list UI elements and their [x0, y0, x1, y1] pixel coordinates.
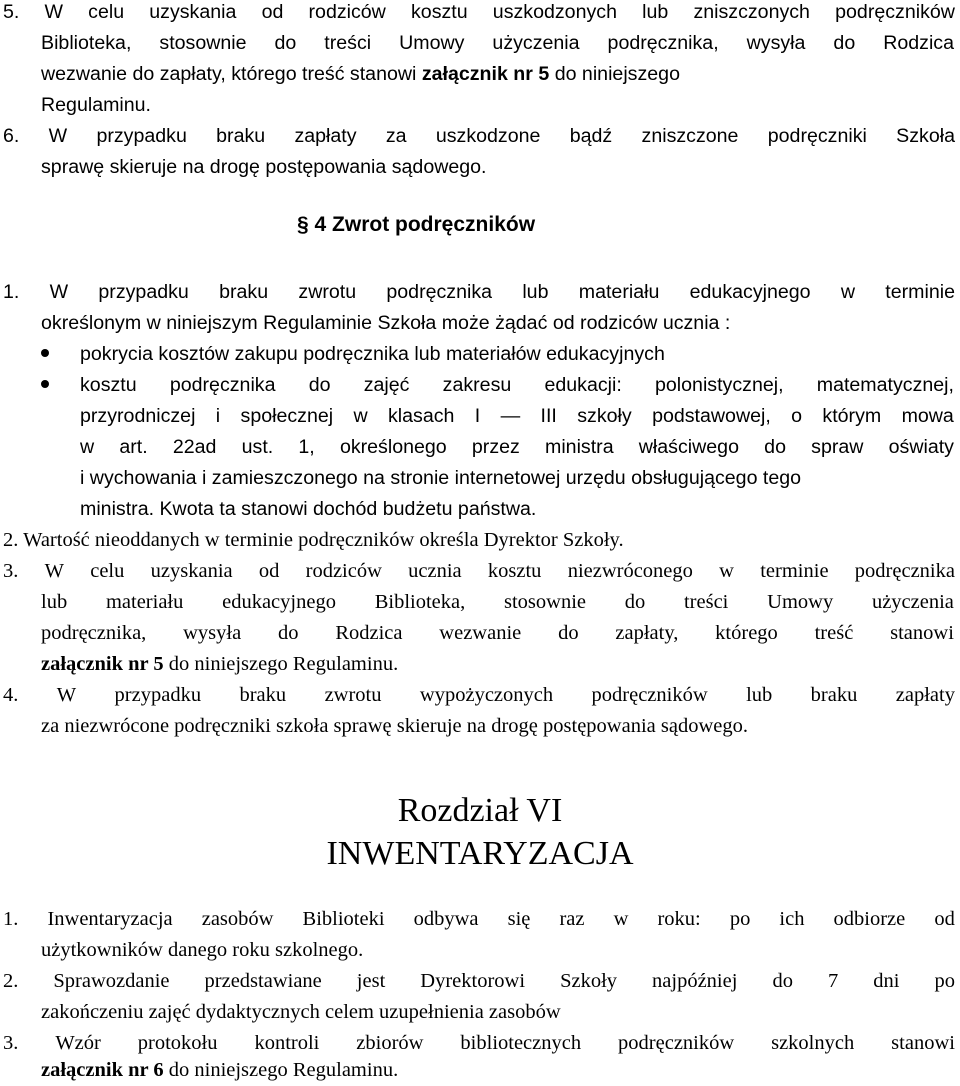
word: celu: [90, 560, 125, 582]
word: o: [791, 405, 803, 427]
word: zakresu: [442, 374, 512, 396]
chapter-title: Rozdział VI: [397, 792, 563, 829]
word: terminie: [885, 281, 955, 303]
word: zapłaty,: [615, 622, 679, 644]
word: braku: [239, 684, 287, 706]
word: 1,: [298, 436, 315, 458]
word: określonego: [339, 436, 447, 458]
word: przez: [471, 436, 520, 458]
word: —: [500, 405, 521, 427]
word: Wzór: [55, 1032, 101, 1054]
word: W: [44, 560, 64, 582]
word: do: [764, 436, 786, 458]
inventory-i3-line2: [41, 1058, 398, 1082]
word: 1.: [3, 908, 19, 930]
word: lub: [642, 1, 669, 23]
word: dni: [873, 970, 900, 992]
item5-line1: [3, 0, 955, 24]
inventory-i2-line2: zakończeniu zajęć dydaktycznych celem uzupełnienia zasobów: [41, 1001, 561, 1023]
word: klasach: [387, 405, 455, 427]
word: po: [729, 908, 751, 930]
word: kontroli: [254, 1032, 320, 1054]
word: uszkodzonych: [492, 1, 617, 23]
return-bullet2-line1: [80, 373, 954, 397]
word: uszkodzone: [435, 125, 541, 147]
return-p3-line4: [41, 652, 398, 676]
return-p3-line3: [41, 621, 954, 645]
section-4-heading: § 4 Zwrot podręczników: [297, 213, 536, 236]
item6-line2: sprawę skieruje na drogę postępowania sądowego.: [41, 156, 487, 178]
word: zbiorów: [356, 1032, 424, 1054]
return-bullet2-line3: [80, 435, 954, 459]
word: mowa: [901, 405, 954, 427]
word: w: [719, 560, 734, 582]
word: braku: [216, 125, 266, 147]
word: do: [308, 374, 331, 396]
word: od: [258, 560, 280, 582]
word: najpóźniej: [652, 970, 738, 992]
word: edukacyjnego: [689, 281, 811, 303]
return-bullet2-line5: ministra. Kwota ta stanowi dochód budżetu państwa.: [80, 498, 537, 520]
word: zwrotu: [298, 281, 357, 303]
word: do: [558, 622, 579, 644]
attachment-5-reference: załącznik nr 5: [421, 63, 550, 85]
word: do: [833, 32, 856, 54]
return-p3-line1: [3, 559, 955, 583]
word: do: [278, 622, 299, 644]
word: którego: [715, 622, 778, 644]
word: odbywa: [413, 908, 479, 930]
attachment-5-reference-2: załącznik nr 5: [41, 653, 164, 675]
word: od: [261, 1, 284, 23]
word: Umowy: [399, 32, 465, 54]
return-bullet2-line2: [80, 404, 954, 428]
word: lub: [746, 684, 773, 706]
word: 4.: [3, 684, 19, 706]
word: edukacji:: [544, 374, 622, 396]
word: matematycznej,: [816, 374, 954, 396]
word: za: [385, 125, 407, 147]
word: szkoły: [577, 405, 632, 427]
word: podręczników: [618, 1032, 735, 1054]
word: do: [624, 591, 646, 613]
word: W: [56, 684, 77, 706]
inventory-i1-line1: [3, 907, 955, 931]
inventory-i3-line2-tail: do niniejszego Regulaminu.: [163, 1059, 399, 1081]
bullet-marker-2: [41, 380, 49, 388]
item5-line3-tail: do niniejszego: [549, 63, 680, 85]
word: Szkoła: [896, 125, 955, 147]
word: w: [353, 405, 368, 427]
word: polonistycznej,: [655, 374, 784, 396]
item6-line1: [3, 124, 955, 148]
word: bądź: [569, 125, 613, 147]
word: uzyskania: [150, 560, 233, 582]
word: przyrodniczej: [80, 405, 196, 427]
word: treść: [814, 622, 854, 644]
return-p3-line4-tail: do niniejszego Regulaminu.: [163, 653, 399, 675]
word: protokołu: [137, 1032, 218, 1054]
word: się: [507, 908, 531, 930]
word: wezwanie: [439, 622, 522, 644]
word: III: [540, 405, 557, 427]
word: zajęć: [363, 374, 410, 396]
word: ich: [779, 908, 805, 930]
word: po: [934, 970, 955, 992]
item5-line4: Regulaminu.: [41, 94, 152, 116]
word: stosownie: [503, 591, 586, 613]
word: art.: [119, 436, 148, 458]
word: w: [613, 908, 629, 930]
word: spraw: [811, 436, 864, 458]
word: W: [44, 1, 63, 23]
word: zapłaty: [895, 684, 955, 706]
word: oświaty: [888, 436, 954, 458]
word: odbiorze: [833, 908, 906, 930]
word: podstawowej,: [652, 405, 771, 427]
word: podręcznika,: [607, 32, 719, 54]
item5-line3-text: wezwanie do zapłaty, którego treść stanowi: [41, 63, 422, 85]
word: szkolnych: [771, 1032, 855, 1054]
word: 22ad: [172, 436, 217, 458]
word: podręcznika: [854, 560, 955, 582]
word: stanowi: [891, 1032, 955, 1054]
word: podręcznika: [169, 374, 276, 396]
word: zniszczone: [641, 125, 739, 147]
word: materiału: [578, 281, 660, 303]
word: treści: [683, 591, 729, 613]
word: raz: [559, 908, 585, 930]
word: wysyła: [746, 32, 806, 54]
return-p1-line1: [3, 280, 955, 304]
chapter-subtitle: INWENTARYZACJA: [326, 835, 634, 872]
word: zniszczonych: [693, 1, 810, 23]
word: zasobów: [201, 908, 274, 930]
word: W: [48, 125, 68, 147]
word: ust.: [241, 436, 274, 458]
word: przypadku: [96, 125, 187, 147]
word: kosztu: [80, 374, 137, 396]
word: rodziców: [305, 560, 382, 582]
word: do: [274, 32, 297, 54]
word: Szkoły: [560, 970, 618, 992]
word: celu: [88, 1, 125, 23]
word: zapłaty: [294, 125, 357, 147]
attachment-6-reference: załącznik nr 6: [41, 1059, 164, 1081]
word: przypadku: [98, 281, 189, 303]
word: I: [474, 405, 481, 427]
return-p3-line2: [41, 590, 954, 614]
return-p2: 2. Wartość nieoddanych w terminie podręczników określa Dyrektor Szkoły.: [3, 529, 624, 551]
word: podręczników: [835, 1, 955, 23]
return-p1-line2: określonym w niniejszym Regulaminie Szkoła może żądać od rodziców ucznia :: [41, 312, 731, 334]
item5-line3: [41, 62, 680, 86]
word: kosztu: [487, 560, 542, 582]
word: Inwentaryzacja: [47, 908, 173, 930]
word: wypożyczonych: [419, 684, 554, 706]
word: terminie: [760, 560, 829, 582]
word: niezwróconego: [567, 560, 693, 582]
word: podręcznika,: [41, 622, 147, 644]
return-bullet1: pokrycia kosztów zakupu podręcznika lub materiałów edukacyjnych: [80, 343, 665, 365]
word: braku: [810, 684, 858, 706]
return-bullet2-line4: i wychowania i zamieszczonego na stronie internetowej urzędu obsługującego tego: [80, 467, 802, 489]
word: 2.: [3, 970, 19, 992]
word: Rodzica: [883, 32, 954, 54]
word: 3.: [3, 1032, 19, 1054]
bullet-marker-1: [41, 349, 49, 357]
word: Dyrektorowi: [420, 970, 526, 992]
word: materiału: [105, 591, 184, 613]
word: treści: [324, 32, 372, 54]
word: edukacyjnego: [222, 591, 336, 613]
word: kosztu: [411, 1, 468, 23]
return-p4-line1: [3, 683, 955, 707]
word: stosownie: [159, 32, 247, 54]
word: Rodzica: [335, 622, 403, 644]
word: lub: [41, 591, 68, 613]
word: w: [840, 281, 855, 303]
inventory-i1-line2: użytkowników danego roku szkolnego.: [41, 939, 364, 961]
word: do: [772, 970, 793, 992]
word: Sprawozdanie: [53, 970, 170, 992]
word: zwrotu: [324, 684, 382, 706]
word: społecznej: [240, 405, 334, 427]
word: 1.: [3, 281, 20, 303]
word: użyczenia: [492, 32, 580, 54]
word: 7: [827, 970, 839, 992]
item5-line2: [41, 31, 954, 55]
word: W: [49, 281, 69, 303]
word: braku: [219, 281, 269, 303]
word: 6.: [3, 125, 20, 147]
word: w: [80, 436, 95, 458]
word: podręczniki: [767, 125, 867, 147]
word: podręczników: [591, 684, 708, 706]
word: 5.: [3, 1, 20, 23]
word: przypadku: [114, 684, 202, 706]
word: bibliotecznych: [460, 1032, 582, 1054]
word: wysyła: [183, 622, 242, 644]
word: ministra: [545, 436, 614, 458]
word: lub: [522, 281, 549, 303]
word: stanowi: [890, 622, 954, 644]
word: podręcznika: [386, 281, 493, 303]
word: Biblioteki: [302, 908, 385, 930]
word: rodziców: [308, 1, 386, 23]
word: użyczenia: [871, 591, 954, 613]
word: 3.: [3, 560, 19, 582]
word: ucznia: [408, 560, 462, 582]
word: Biblioteka,: [374, 591, 466, 613]
word: właściwego: [638, 436, 739, 458]
word: i: [215, 405, 221, 427]
word: jest: [356, 970, 386, 992]
inventory-i2-line1: [3, 969, 955, 993]
word: od: [934, 908, 955, 930]
word: uzyskania: [149, 1, 237, 23]
word: przedstawiane: [204, 970, 322, 992]
word: roku:: [657, 908, 701, 930]
inventory-i3-line1: [3, 1031, 955, 1055]
return-p4-line2: za niezwrócone podręczniki szkoła sprawę skieruje na drogę postępowania sądowego.: [41, 715, 748, 737]
word: Biblioteka,: [41, 32, 132, 54]
word: Umowy: [767, 591, 834, 613]
word: którym: [822, 405, 882, 427]
